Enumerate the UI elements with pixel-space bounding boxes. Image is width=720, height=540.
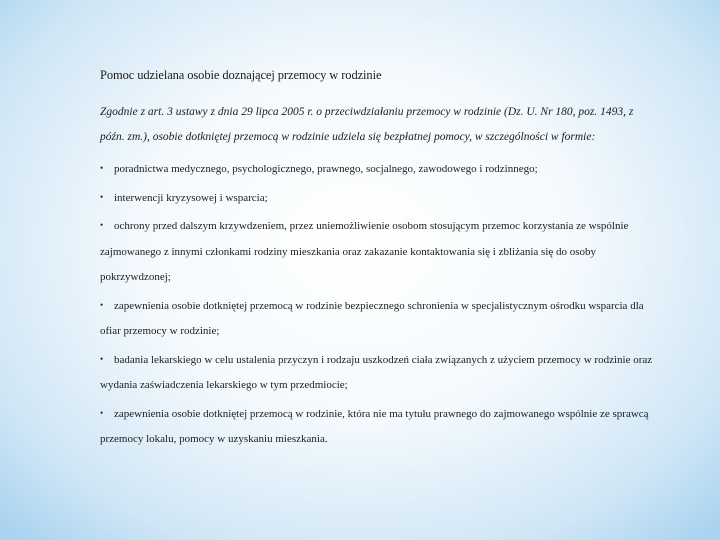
- list-item-text: badania lekarskiego w celu ustalenia przyczyn i rodzaju uszkodzeń ciała związanych z użyciem przemocy w rodzinie oraz wydania zaświadczenia lekarskiego w tym przedmiocie;: [100, 353, 653, 391]
- slide-content: [100, 64, 660, 455]
- list-item-text: interwencji kryzysowej i wsparcia;: [114, 191, 268, 204]
- list-item-text: zapewnienia osobie dotkniętej przemocą w rodzinie, która nie ma tytułu prawnego do zajmowanego wspólnie ze sprawcą przemocy lokalu, pomocy w uzyskaniu mieszkania.: [100, 407, 649, 445]
- bullet-icon: •: [100, 163, 104, 173]
- bullet-icon: •: [100, 220, 104, 230]
- slide-title: Pomoc udzielana osobie doznającej przemocy w rodzinie: [100, 68, 382, 82]
- list-item: [100, 185, 660, 212]
- list-item: [100, 347, 660, 399]
- list-item: [100, 293, 660, 345]
- bullet-icon: •: [100, 191, 104, 202]
- list-item-text: zapewnienia osobie dotkniętej przemocą w rodzinie bezpiecznego schronienia w specjalistycznym ośrodku wsparcia dla ofiar przemocy w rodzinie;: [100, 299, 644, 337]
- list-item: [100, 213, 660, 291]
- list-item: [100, 401, 660, 453]
- assistance-list: [100, 156, 660, 453]
- bullet-icon: •: [100, 353, 104, 364]
- list-item: [100, 156, 660, 183]
- list-item-text: poradnictwa medycznego, psychologicznego, prawnego, socjalnego, zawodowego i rodzinnego;: [114, 163, 538, 175]
- bullet-icon: •: [100, 407, 104, 418]
- bullet-icon: •: [100, 299, 104, 310]
- list-item-text: ochrony przed dalszym krzywdzeniem, przez uniemożliwienie osobom stosującym przemoc korzystania ze wspólnie zajmowanego z innymi członkami rodziny mieszkania oraz zakazanie kontaktowania się i zbliżania się do osoby pokrzywdzonej;: [100, 220, 629, 283]
- intro-paragraph: Zgodnie z art. 3 ustawy z dnia 29 lipca 2005 r. o przeciwdziałaniu przemocy w rodzinie (Dz. U. Nr 180, poz. 1493, z późn. zm.), osobie dotkniętej przemocą w rodzinie udziela się bezpłatnej pomocy, w szczególności w formie:: [100, 106, 634, 143]
